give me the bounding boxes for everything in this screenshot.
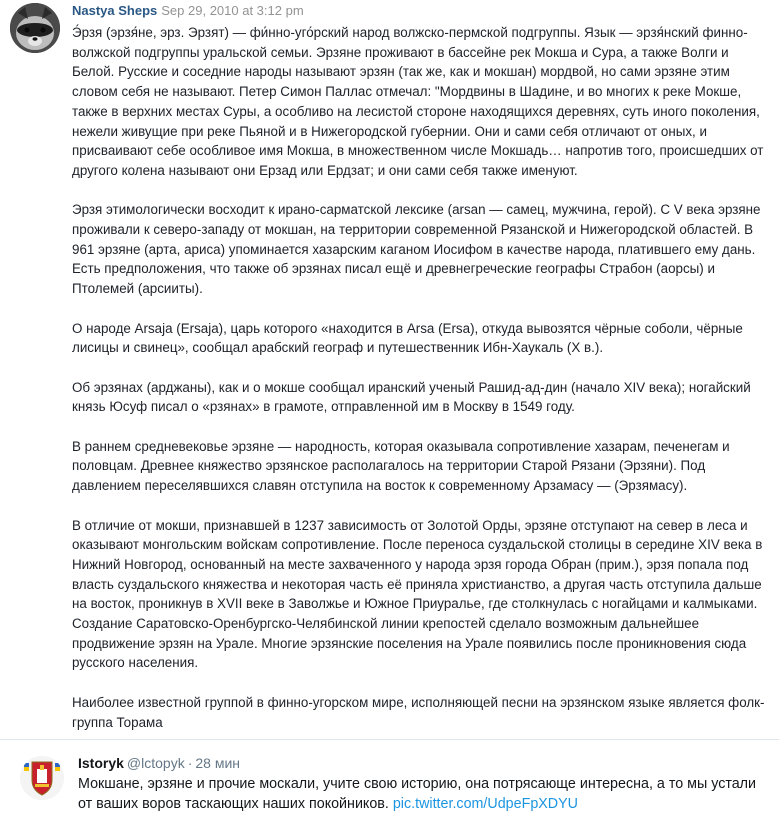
post-paragraph: Об эрзянах (арджаны), как и о мокше сообщал иранский ученый Рашид-ад-дин (начало XIV века); ногайский князь Юсуф писал о «рзянах» в грамоте, отправленной им в Москву в 1549 году. bbox=[72, 379, 751, 415]
post-paragraph: Эрзя этимологически восходит к ирано-сарматской лексике (arsan — самец, мужчина, герой). С V века эрзяне проживали к северо-западу от мокшан, на территории современной Рязанской и Нижегородской областей. В 961 эрзяне (арта, ариса) упоминается хазарским каганом Иосифом в качестве народа, платившего ему дань. Есть предположения, что также об эрзянах писал ещё и древнегреческие географы Страбон (аорсы) и Птолемей (арсииты). bbox=[72, 202, 761, 297]
post-paragraph: В раннем средневековье эрзяне — народность, которая оказывала сопротивление хазарам, печенегам и половцам. Древнее княжество эрзянское располагалось на территории Старой Рязани (Эрзяни). Под давлением переселявшихся славян отступила на восток к современному Арзамасу — (Эрзямасу). bbox=[72, 438, 730, 494]
separator-dot: · bbox=[187, 755, 193, 771]
post-header bbox=[72, 2, 304, 20]
tweet-header bbox=[78, 754, 240, 772]
post-body bbox=[72, 23, 769, 752]
tweet bbox=[0, 744, 779, 825]
tweet-body: Мокшане, эрзяне и прочие москали, учите свою историю, она потрясающе интересна, а то мы устали от ваших воров таскающих наших покойников. bbox=[78, 776, 757, 812]
tweet-media-link[interactable]: pic.twitter.com/UdpeFpXDYU bbox=[392, 796, 578, 812]
tweet-author-name[interactable]: Istoryk bbox=[78, 755, 124, 771]
post-date[interactable]: Sep 29, 2010 at 3:12 pm bbox=[161, 3, 304, 18]
tweet-text bbox=[78, 774, 768, 814]
coat-of-arms-icon bbox=[20, 756, 64, 800]
post-paragraph: О народе Arsaja (Ersaja), царь которого «находится в Arsa (Ersa), откуда вывозятся чёрные соболи, чёрные лисицы и свинец», сообщал арабский географ и путешественник Ибн-Хаукаль (X в.). bbox=[72, 320, 743, 356]
raccoon-avatar[interactable] bbox=[10, 3, 60, 53]
raccoon-icon bbox=[10, 3, 60, 53]
post-author-link[interactable]: Nastya Sheps bbox=[72, 3, 158, 18]
tweet-author-handle[interactable]: @lctopyk bbox=[126, 755, 185, 771]
tweet-timestamp[interactable]: 28 мин bbox=[195, 755, 241, 771]
divider bbox=[0, 739, 779, 740]
coat-of-arms-avatar[interactable] bbox=[20, 756, 64, 800]
post-paragraph: В отличие от мокши, признавшей в 1237 зависимость от Золотой Орды, эрзяне отступают на север в леса и оказывают монгольским войскам сопротивление. После переноса суздальской столицы в середине XIV века в Нижний Новгород, основанный на месте захваченного у народа эрзя города Обран (прим.), эрзя попала под власть суздальского княжества и некоторая часть её приняла христианство, а другая часть отступила дальше на восток, проникнув в XVII веке в Заволжье и Южное Приуралье, где столкнулась с ногайцами и калмыками. Создание Саратовско-Оренбургско-Челябинской линии крепостей сделало возможным дальнейшее продвижение эрзян на Урале. Многие эрзянские поселения на Урале появились после проникновения сюда русского населения. bbox=[72, 517, 763, 671]
post-paragraph: Наиболее известной группой в финно-угорском мире, исполняющей песни на эрзянском языке является фолк-группа Торама bbox=[72, 694, 765, 730]
post-paragraph: Э́рзя (эрзя́не, эрз. Эрзят) — фи́нно-уго́рский народ волжско-пермской подгруппы. Язык — эрзя́нский финно-волжской подгруппы уральской семьи. Эрзяне проживают в бассейне рек Мокша и Сура, а также Волги и Белой. Русские и соседние народы называют эрзян (так же, как и мокшан) мордвой, но сами эрзяне этим словом себя не называют. Петер Симон Паллас отмечал: "Мордвины в Шадине, и во многих к реке Мокше, также в верхних местах Суры, а особливо на лесистой стороне находящихся деревнях, суть иного поколения, нежели живущие при реке Пьяной и в Нижегородской губернии. Они и сами себя отличают от оных, и присваивают себе особливое имя Мокша, в множественном числе Мокшадь… напротив того, происшедших от другого колена называют они Ерзад или Ердзат; и они сами себя также именуют. bbox=[72, 25, 764, 178]
